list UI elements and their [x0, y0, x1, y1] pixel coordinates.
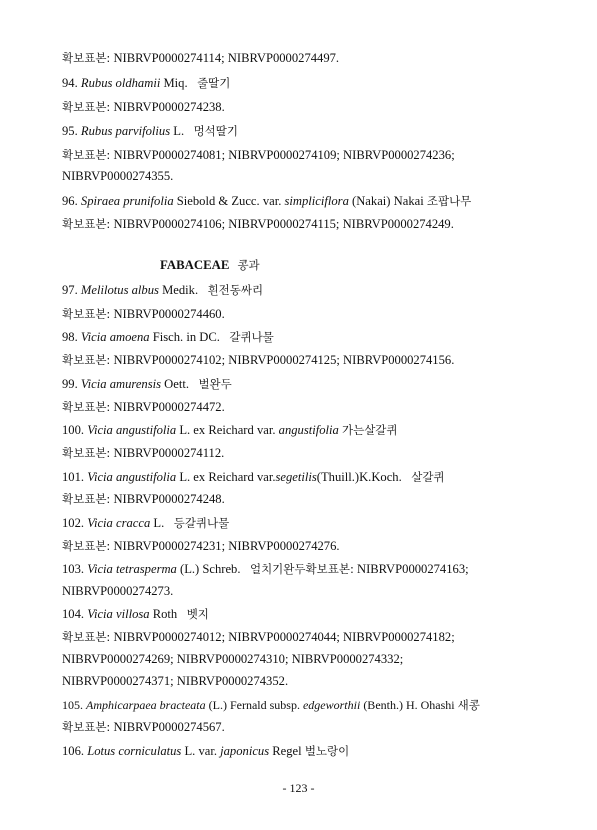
specimen-line: 확보표본: NIBRVP0000274112. — [62, 446, 225, 460]
species-entry: 106. Lotus corniculatus L. var. japonicus Regel 벌노랑이 — [62, 744, 350, 758]
specimen-line: NIBRVP0000274371; NIBRVP0000274352. — [62, 674, 289, 688]
page-number: - 123 - — [282, 781, 315, 795]
specimen-line: 확보표본: NIBRVP0000274012; NIBRVP0000274044; NIBRVP0000274182; — [62, 630, 455, 644]
species-entry: 97. Melilotus albus Medik. 흰전동싸리 — [62, 283, 264, 297]
species-entry: 105. Amphicarpaea bracteata (L.) Fernald subsp. edgeworthii (Benth.) H. Ohashi 새콩 — [62, 698, 480, 712]
specimen-line: 확보표본: NIBRVP0000274114; NIBRVP0000274497. — [62, 51, 340, 65]
specimen-line: 확보표본: NIBRVP0000274248. — [62, 492, 225, 506]
species-entry: 102. Vicia cracca L. 등갈퀴나물 — [62, 516, 230, 530]
specimen-line: 확보표본: NIBRVP0000274231; NIBRVP0000274276. — [62, 539, 340, 553]
species-entry: 96. Spiraea prunifolia Siebold & Zucc. var. simpliciflora (Nakai) Nakai 조팝나무 — [62, 194, 472, 208]
species-entry: 101. Vicia angustifolia L. ex Reichard var.segetilis(Thuill.)K.Koch. 살갈퀴 — [62, 470, 445, 484]
specimen-line: 확보표본: NIBRVP0000274472. — [62, 400, 225, 414]
specimen-line: 확보표본: NIBRVP0000274106; NIBRVP0000274115; NIBRVP0000274249. — [62, 217, 454, 231]
specimen-line: NIBRVP0000274269; NIBRVP0000274310; NIBRVP0000274332; — [62, 652, 404, 666]
species-entry: 100. Vicia angustifolia L. ex Reichard var. angustifolia 가는살갈퀴 — [62, 423, 398, 437]
specimen-line: 확보표본: NIBRVP0000274460. — [62, 307, 225, 321]
species-entry: 95. Rubus parvifolius L. 멍석딸기 — [62, 124, 239, 138]
specimen-line: NIBRVP0000274273. — [62, 584, 174, 598]
species-entry: 98. Vicia amoena Fisch. in DC. 갈퀴나물 — [62, 330, 274, 344]
family-heading: FABACEAE 콩과 — [160, 258, 260, 272]
species-entry: 99. Vicia amurensis Oett. 벌완두 — [62, 377, 232, 391]
species-entry: 104. Vicia villosa Roth 벳지 — [62, 607, 209, 621]
specimen-line: 확보표본: NIBRVP0000274081; NIBRVP0000274109; NIBRVP0000274236; — [62, 148, 455, 162]
specimen-line: NIBRVP0000274355. — [62, 169, 174, 183]
specimen-line: 확보표본: NIBRVP0000274238. — [62, 100, 225, 114]
specimen-line: 확보표본: NIBRVP0000274567. — [62, 720, 225, 734]
species-entry: 103. Vicia tetrasperma (L.) Schreb. 얼치기완두확보표본: NIBRVP0000274163; — [62, 562, 469, 576]
species-entry: 94. Rubus oldhamii Miq. 줄딸기 — [62, 76, 231, 90]
specimen-line: 확보표본: NIBRVP0000274102; NIBRVP0000274125; NIBRVP0000274156. — [62, 353, 455, 367]
